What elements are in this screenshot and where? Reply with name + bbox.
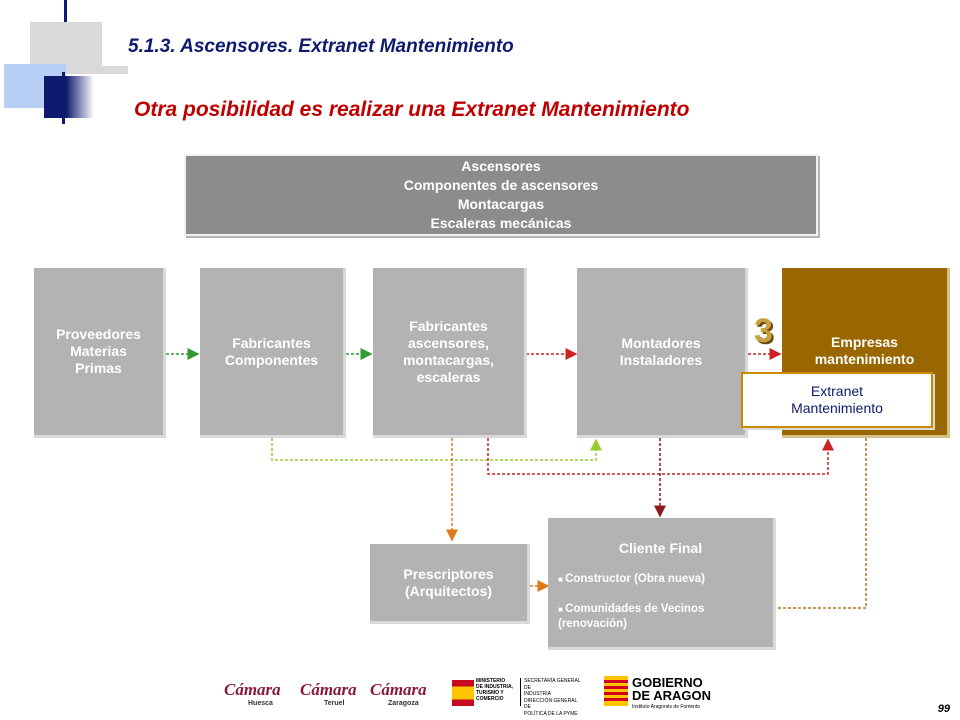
cliente-item-label: Constructor (Obra nueva) [565, 573, 705, 585]
cliente-item: ■ Constructor (Obra nueva) [558, 573, 705, 585]
category-montacargas: Montacargas [457, 196, 545, 212]
node-proveedores-label: Proveedores Materias Primas [56, 326, 141, 376]
logo-camara-sub: Huesca [248, 700, 273, 707]
page-number: 99 [937, 703, 950, 715]
spain-flag-icon [452, 680, 474, 706]
node-empresas-label: Empresas mantenimiento [814, 334, 915, 367]
node-prescriptores-label: Prescriptores (Arquitectos) [403, 565, 494, 599]
node-fabricantes-componentes-label: Fabricantes Componentes [224, 334, 319, 368]
node-cliente-final [548, 518, 776, 650]
logo-camara-sub: Teruel [324, 700, 345, 707]
logo-camara-teruel [300, 680, 357, 707]
section-title: 5.1.3. Ascensores. Extranet Mantenimiento [128, 36, 514, 57]
category-escaleras: Escaleras mecánicas [430, 215, 572, 231]
logo-camara-text: Cámara [300, 680, 357, 699]
logo-gobierno-aragon [604, 676, 722, 712]
category-ascensores: Ascensores [461, 158, 541, 174]
node-proveedores [34, 268, 166, 438]
gobierno-sub: Instituto Aragonés de Fomento [632, 704, 701, 710]
cliente-title: Cliente Final [618, 540, 703, 556]
gobierno-text: GOBIERNO DE ARAGON [632, 675, 711, 703]
extranet-box [741, 372, 933, 428]
node-montadores [577, 268, 748, 438]
arrow-componentes-montadores [272, 438, 596, 460]
extranet-label: Extranet Mantenimiento [791, 383, 883, 416]
cliente-item-label: Comunidades de Vecinos (renovación) [558, 603, 705, 630]
logo-camara-text: Cámara [224, 680, 281, 699]
node-prescriptores [370, 544, 530, 624]
main-title: Otra posibilidad es realizar una Extranet Mantenimiento [134, 98, 690, 121]
ministerio-text: MINISTERIO DE INDUSTRIA, TURISMO Y COMERCIO [476, 678, 513, 702]
node-fabricantes-ascensores-label: Fabricantes ascensores, montacargas, escaleras [402, 317, 495, 385]
logo-camara-text: Cámara [370, 680, 427, 699]
node-fabricantes-ascensores [373, 268, 527, 438]
cliente-item: ■ Comunidades de Vecinos (renovación) [558, 603, 705, 630]
category-componentes: Componentes de ascensores [403, 177, 599, 193]
step-number: 3 [754, 312, 773, 350]
arrow-ascensores-empresas [488, 438, 828, 474]
logo-ministerio [452, 678, 582, 717]
logo-camara-huesca [224, 680, 281, 707]
secretaria-text: SECRETARÍA GENERAL DE INDUSTRIA DIRECCIÓN GENERAL DE POLÍTICA DE LA PYME [524, 678, 581, 717]
node-fabricantes-componentes [200, 268, 346, 438]
node-montadores-label: Montadores Instaladores [619, 334, 703, 368]
logo-camara-sub: Zaragoza [388, 700, 419, 707]
logo-camara-zaragoza [370, 680, 427, 707]
aragon-flag-icon [604, 676, 628, 706]
